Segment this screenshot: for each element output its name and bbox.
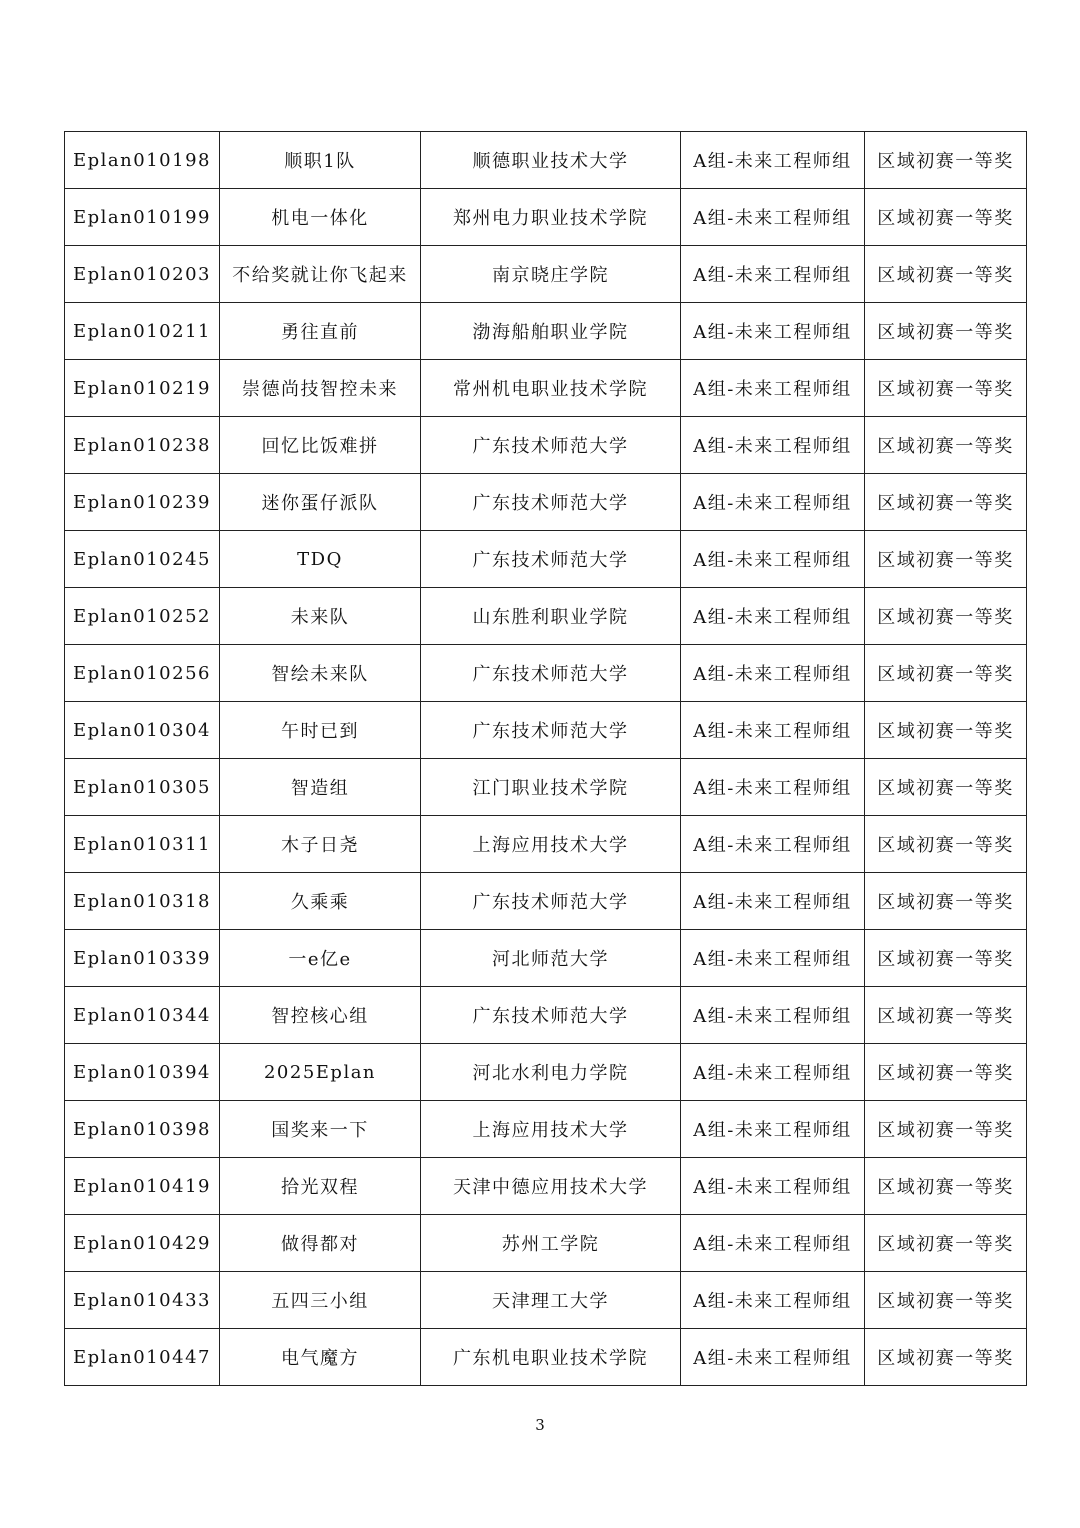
school-cell: 上海应用技术大学 — [421, 816, 681, 873]
group-cell: A组-未来工程师组 — [681, 987, 865, 1044]
group-cell: A组-未来工程师组 — [681, 1329, 865, 1386]
team-name-cell: 五四三小组 — [220, 1272, 421, 1329]
award-cell: 区域初赛一等奖 — [865, 246, 1027, 303]
group-cell: A组-未来工程师组 — [681, 816, 865, 873]
table-row — [65, 645, 1027, 702]
entry-id-cell: Eplan010256 — [65, 645, 220, 702]
school-cell: 天津中德应用技术大学 — [421, 1158, 681, 1215]
entry-id-cell: Eplan010252 — [65, 588, 220, 645]
group-cell: A组-未来工程师组 — [681, 645, 865, 702]
team-name-cell: 国奖来一下 — [220, 1101, 421, 1158]
table-row — [65, 189, 1027, 246]
group-cell: A组-未来工程师组 — [681, 759, 865, 816]
group-cell: A组-未来工程师组 — [681, 189, 865, 246]
entry-id-cell: Eplan010239 — [65, 474, 220, 531]
award-cell: 区域初赛一等奖 — [865, 303, 1027, 360]
school-cell: 顺德职业技术大学 — [421, 132, 681, 189]
school-cell: 广东技术师范大学 — [421, 873, 681, 930]
school-cell: 广东技术师范大学 — [421, 417, 681, 474]
team-name-cell: 拾光双程 — [220, 1158, 421, 1215]
entry-id-cell: Eplan010398 — [65, 1101, 220, 1158]
award-cell: 区域初赛一等奖 — [865, 1272, 1027, 1329]
entry-id-cell: Eplan010304 — [65, 702, 220, 759]
school-cell: 山东胜利职业学院 — [421, 588, 681, 645]
award-cell: 区域初赛一等奖 — [865, 1329, 1027, 1386]
school-cell: 渤海船舶职业学院 — [421, 303, 681, 360]
entry-id-cell: Eplan010433 — [65, 1272, 220, 1329]
group-cell: A组-未来工程师组 — [681, 303, 865, 360]
group-cell: A组-未来工程师组 — [681, 246, 865, 303]
awards-table-body — [65, 132, 1027, 1386]
group-cell: A组-未来工程师组 — [681, 531, 865, 588]
table-row — [65, 987, 1027, 1044]
table-row — [65, 303, 1027, 360]
team-name-cell: 智造组 — [220, 759, 421, 816]
award-cell: 区域初赛一等奖 — [865, 930, 1027, 987]
group-cell: A组-未来工程师组 — [681, 702, 865, 759]
award-cell: 区域初赛一等奖 — [865, 417, 1027, 474]
entry-id-cell: Eplan010238 — [65, 417, 220, 474]
table-row — [65, 246, 1027, 303]
team-name-cell: 顺职1队 — [220, 132, 421, 189]
entry-id-cell: Eplan010311 — [65, 816, 220, 873]
table-row — [65, 132, 1027, 189]
group-cell: A组-未来工程师组 — [681, 1215, 865, 1272]
entry-id-cell: Eplan010305 — [65, 759, 220, 816]
table-row — [65, 531, 1027, 588]
team-name-cell: TDQ — [220, 531, 421, 588]
page-number: 3 — [535, 1416, 545, 1434]
entry-id-cell: Eplan010318 — [65, 873, 220, 930]
award-cell: 区域初赛一等奖 — [865, 1044, 1027, 1101]
group-cell: A组-未来工程师组 — [681, 1158, 865, 1215]
group-cell: A组-未来工程师组 — [681, 417, 865, 474]
table-row — [65, 1329, 1027, 1386]
group-cell: A组-未来工程师组 — [681, 474, 865, 531]
team-name-cell: 久乘乘 — [220, 873, 421, 930]
school-cell: 上海应用技术大学 — [421, 1101, 681, 1158]
entry-id-cell: Eplan010447 — [65, 1329, 220, 1386]
school-cell: 苏州工学院 — [421, 1215, 681, 1272]
school-cell: 广东技术师范大学 — [421, 474, 681, 531]
entry-id-cell: Eplan010199 — [65, 189, 220, 246]
school-cell: 广东技术师范大学 — [421, 987, 681, 1044]
entry-id-cell: Eplan010419 — [65, 1158, 220, 1215]
group-cell: A组-未来工程师组 — [681, 132, 865, 189]
award-cell: 区域初赛一等奖 — [865, 474, 1027, 531]
team-name-cell: 木子日尧 — [220, 816, 421, 873]
table-row — [65, 702, 1027, 759]
table-row — [65, 360, 1027, 417]
school-cell: 郑州电力职业技术学院 — [421, 189, 681, 246]
table-row — [65, 1215, 1027, 1272]
group-cell: A组-未来工程师组 — [681, 1044, 865, 1101]
school-cell: 河北水利电力学院 — [421, 1044, 681, 1101]
table-row — [65, 930, 1027, 987]
entry-id-cell: Eplan010344 — [65, 987, 220, 1044]
group-cell: A组-未来工程师组 — [681, 930, 865, 987]
entry-id-cell: Eplan010429 — [65, 1215, 220, 1272]
award-cell: 区域初赛一等奖 — [865, 1158, 1027, 1215]
team-name-cell: 回忆比饭难拼 — [220, 417, 421, 474]
team-name-cell: 迷你蛋仔派队 — [220, 474, 421, 531]
award-cell: 区域初赛一等奖 — [865, 1215, 1027, 1272]
school-cell: 广东技术师范大学 — [421, 531, 681, 588]
entry-id-cell: Eplan010211 — [65, 303, 220, 360]
table-row — [65, 873, 1027, 930]
award-cell: 区域初赛一等奖 — [865, 1101, 1027, 1158]
group-cell: A组-未来工程师组 — [681, 1101, 865, 1158]
table-row — [65, 816, 1027, 873]
team-name-cell: 机电一体化 — [220, 189, 421, 246]
entry-id-cell: Eplan010219 — [65, 360, 220, 417]
award-cell: 区域初赛一等奖 — [865, 987, 1027, 1044]
award-cell: 区域初赛一等奖 — [865, 873, 1027, 930]
team-name-cell: 勇往直前 — [220, 303, 421, 360]
awards-table — [64, 131, 1027, 1386]
team-name-cell: 电气魔方 — [220, 1329, 421, 1386]
table-row — [65, 759, 1027, 816]
school-cell: 常州机电职业技术学院 — [421, 360, 681, 417]
team-name-cell: 午时已到 — [220, 702, 421, 759]
team-name-cell: 做得都对 — [220, 1215, 421, 1272]
school-cell: 广东技术师范大学 — [421, 645, 681, 702]
school-cell: 江门职业技术学院 — [421, 759, 681, 816]
award-cell: 区域初赛一等奖 — [865, 759, 1027, 816]
entry-id-cell: Eplan010394 — [65, 1044, 220, 1101]
award-cell: 区域初赛一等奖 — [865, 189, 1027, 246]
team-name-cell: 智绘未来队 — [220, 645, 421, 702]
entry-id-cell: Eplan010339 — [65, 930, 220, 987]
team-name-cell: 崇德尚技智控未来 — [220, 360, 421, 417]
award-cell: 区域初赛一等奖 — [865, 645, 1027, 702]
entry-id-cell: Eplan010203 — [65, 246, 220, 303]
group-cell: A组-未来工程师组 — [681, 873, 865, 930]
group-cell: A组-未来工程师组 — [681, 1272, 865, 1329]
school-cell: 天津理工大学 — [421, 1272, 681, 1329]
table-row — [65, 474, 1027, 531]
school-cell: 广东机电职业技术学院 — [421, 1329, 681, 1386]
table-row — [65, 588, 1027, 645]
school-cell: 广东技术师范大学 — [421, 702, 681, 759]
table-row — [65, 1158, 1027, 1215]
team-name-cell: 不给奖就让你飞起来 — [220, 246, 421, 303]
entry-id-cell: Eplan010198 — [65, 132, 220, 189]
group-cell: A组-未来工程师组 — [681, 588, 865, 645]
award-cell: 区域初赛一等奖 — [865, 816, 1027, 873]
team-name-cell: 一e亿e — [220, 930, 421, 987]
team-name-cell: 未来队 — [220, 588, 421, 645]
award-cell: 区域初赛一等奖 — [865, 702, 1027, 759]
award-cell: 区域初赛一等奖 — [865, 588, 1027, 645]
entry-id-cell: Eplan010245 — [65, 531, 220, 588]
award-cell: 区域初赛一等奖 — [865, 360, 1027, 417]
table-row — [65, 417, 1027, 474]
award-cell: 区域初赛一等奖 — [865, 531, 1027, 588]
team-name-cell: 2025Eplan — [220, 1044, 421, 1101]
school-cell: 河北师范大学 — [421, 930, 681, 987]
table-row — [65, 1044, 1027, 1101]
table-row — [65, 1101, 1027, 1158]
table-row — [65, 1272, 1027, 1329]
school-cell: 南京晓庄学院 — [421, 246, 681, 303]
group-cell: A组-未来工程师组 — [681, 360, 865, 417]
team-name-cell: 智控核心组 — [220, 987, 421, 1044]
award-cell: 区域初赛一等奖 — [865, 132, 1027, 189]
